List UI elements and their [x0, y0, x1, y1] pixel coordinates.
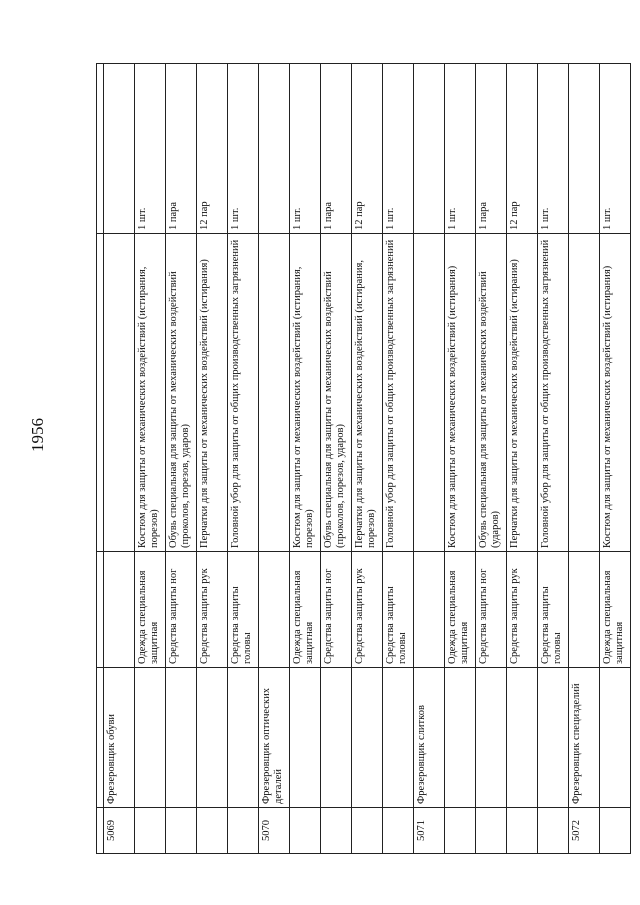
norm-cell: 1 шт. [600, 64, 631, 234]
norm-cell: 12 пар [507, 64, 538, 234]
table-row [414, 64, 445, 854]
ppe-type-cell: Средства защиты рук [197, 552, 228, 668]
ppe-type-cell: Одежда специальная защитная [290, 552, 321, 668]
ppe-name-cell: Головной убор для защиты от общих производственных загрязнений [383, 234, 414, 552]
profession-cell [600, 668, 631, 808]
table-row [538, 64, 569, 854]
code-cell [383, 808, 414, 854]
table-row [228, 64, 259, 854]
ppe-name-cell [569, 234, 600, 552]
ppe-type-cell: Средства защиты головы [228, 552, 259, 668]
norm-cell: 1 пара [321, 64, 352, 234]
code-cell [445, 808, 476, 854]
profession-cell [321, 668, 352, 808]
ppe-name-cell: Костюм для защиты от механических воздействий (истирания, порезов) [290, 234, 321, 552]
ppe-name-cell: Головной убор для защиты от общих производственных загрязнений [228, 234, 259, 552]
table-row [197, 64, 228, 854]
rotated-table-wrapper [96, 64, 626, 854]
profession-cell [445, 668, 476, 808]
code-cell: 5069 [104, 808, 135, 854]
profession-cell [228, 668, 259, 808]
page-number: 1956 [28, 418, 47, 452]
ppe-type-cell: Одежда специальная защитная [600, 552, 631, 668]
table-row [321, 64, 352, 854]
table-row [259, 64, 290, 854]
table-row [352, 64, 383, 854]
table-row [290, 64, 321, 854]
ppe-norms-table [96, 63, 631, 854]
profession-cell [352, 668, 383, 808]
norm-cell: 1 шт. [383, 64, 414, 234]
code-cell [476, 808, 507, 854]
table-row [135, 64, 166, 854]
profession-cell: Фрезеровщик обуви [104, 668, 135, 808]
ppe-type-cell: Средства защиты ног [321, 552, 352, 668]
ppe-name-cell: Костюм для защиты от механических воздействий (истирания) [445, 234, 476, 552]
ppe-name-cell: Обувь специальная для защиты от механических воздействий (ударов) [476, 234, 507, 552]
profession-cell [476, 668, 507, 808]
ppe-type-cell: Средства защиты головы [538, 552, 569, 668]
code-cell [507, 808, 538, 854]
ppe-name-cell [259, 234, 290, 552]
ppe-type-cell [259, 552, 290, 668]
code-cell [166, 808, 197, 854]
ppe-name-cell [104, 234, 135, 552]
table-row [445, 64, 476, 854]
code-cell [321, 808, 352, 854]
ppe-type-cell: Одежда специальная защитная [445, 552, 476, 668]
norm-cell: 1 шт. [135, 64, 166, 234]
norm-cell: 1 пара [476, 64, 507, 234]
ppe-name-cell: Перчатки для защиты от механических воздействий (истирания) [507, 234, 538, 552]
ppe-name-cell: Перчатки для защиты от механических воздействий (истирания) [197, 234, 228, 552]
code-cell: 5071 [414, 808, 445, 854]
table-row [569, 64, 600, 854]
ppe-name-cell: Головной убор для защиты от общих производственных загрязнений [538, 234, 569, 552]
profession-cell [197, 668, 228, 808]
code-cell [197, 808, 228, 854]
profession-cell: Фрезеровщик слитков [414, 668, 445, 808]
norm-cell [569, 64, 600, 234]
ppe-type-cell: Средства защиты рук [352, 552, 383, 668]
norm-cell: 12 пар [352, 64, 383, 234]
document-sheet [96, 64, 626, 854]
profession-cell [135, 668, 166, 808]
code-cell [290, 808, 321, 854]
code-cell: 5070 [259, 808, 290, 854]
ppe-name-cell: Обувь специальная для защиты от механических воздействий (проколов, порезов, ударов) [166, 234, 197, 552]
ppe-type-cell: Средства защиты ног [166, 552, 197, 668]
profession-cell [507, 668, 538, 808]
ppe-type-cell: Одежда специальная защитная [135, 552, 166, 668]
table-row [104, 64, 135, 854]
ppe-type-cell [104, 552, 135, 668]
profession-cell [538, 668, 569, 808]
ppe-type-cell: Средства защиты ног [476, 552, 507, 668]
norm-cell: 1 шт. [228, 64, 259, 234]
profession-cell [166, 668, 197, 808]
table-row [166, 64, 197, 854]
ppe-name-cell: Костюм для защиты от механических воздействий (истирания) [600, 234, 631, 552]
ppe-name-cell: Обувь специальная для защиты от механических воздействий (проколов, порезов, ударов) [321, 234, 352, 552]
table-row [97, 64, 104, 854]
table-row [383, 64, 414, 854]
profession-cell [290, 668, 321, 808]
profession-cell [383, 668, 414, 808]
ppe-name-cell [414, 234, 445, 552]
code-cell [352, 808, 383, 854]
table-row [600, 64, 631, 854]
ppe-name-cell: Костюм для защиты от механических воздействий (истирания, порезов) [135, 234, 166, 552]
ppe-type-cell: Средства защиты головы [383, 552, 414, 668]
code-cell: 5072 [569, 808, 600, 854]
code-cell [135, 808, 166, 854]
norm-cell [414, 64, 445, 234]
code-cell [538, 808, 569, 854]
ppe-name-cell: Перчатки для защиты от механических воздействий (истирания, порезов) [352, 234, 383, 552]
norm-cell: 1 шт. [290, 64, 321, 234]
norm-cell: 12 пар [197, 64, 228, 234]
code-cell [228, 808, 259, 854]
ppe-type-cell [414, 552, 445, 668]
profession-cell: Фрезеровщик специзделий [569, 668, 600, 808]
ppe-type-cell: Средства защиты рук [507, 552, 538, 668]
norm-cell [259, 64, 290, 234]
code-cell [600, 808, 631, 854]
norm-cell [104, 64, 135, 234]
ppe-type-cell [569, 552, 600, 668]
norm-cell: 1 шт. [538, 64, 569, 234]
table-row [507, 64, 538, 854]
profession-cell: Фрезеровщик оптических деталей [259, 668, 290, 808]
norm-cell: 1 шт. [445, 64, 476, 234]
table-row [476, 64, 507, 854]
norm-cell: 1 пара [166, 64, 197, 234]
